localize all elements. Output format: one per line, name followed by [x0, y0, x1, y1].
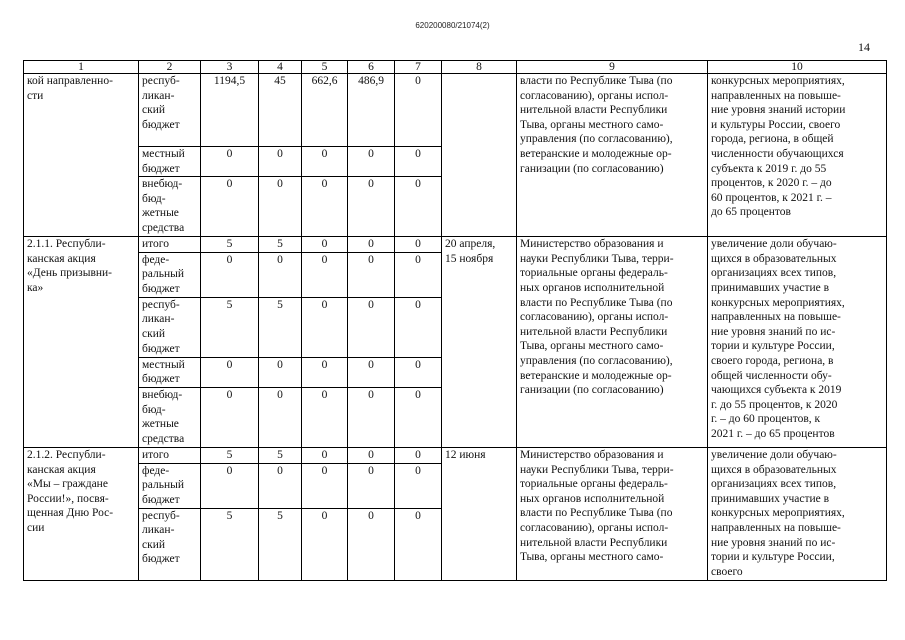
header-cell: 6 [348, 61, 395, 74]
funding-source-cell: феде- ральный бюджет [139, 463, 201, 508]
header-cell: 2 [139, 61, 201, 74]
header-cell: 8 [442, 61, 517, 74]
amount-total-cell: 0 [201, 357, 259, 387]
amount-2019-cell: 0 [259, 357, 302, 387]
amount-2020-cell: 0 [302, 447, 348, 463]
amount-2021-cell: 486,9 [348, 74, 395, 147]
amount-total-cell: 0 [201, 463, 259, 508]
amount-2021-cell: 0 [348, 508, 395, 580]
funding-source-cell: итого [139, 237, 201, 253]
amount-2022-cell: 0 [395, 447, 442, 463]
funding-source-cell: феде- ральный бюджет [139, 252, 201, 297]
amount-2019-cell: 5 [259, 447, 302, 463]
amount-2020-cell: 0 [302, 252, 348, 297]
amount-2020-cell: 0 [302, 237, 348, 253]
amount-2020-cell: 0 [302, 508, 348, 580]
header-cell: 3 [201, 61, 259, 74]
deadline-cell: 20 апреля, 15 ноября [442, 237, 517, 448]
amount-total-cell: 5 [201, 447, 259, 463]
amount-2021-cell: 0 [348, 357, 395, 387]
amount-2019-cell: 0 [259, 252, 302, 297]
header-cell: 4 [259, 61, 302, 74]
amount-total-cell: 0 [201, 252, 259, 297]
page-number: 14 [858, 40, 870, 54]
amount-total-cell: 0 [201, 387, 259, 447]
amount-2021-cell: 0 [348, 447, 395, 463]
amount-2019-cell: 0 [259, 147, 302, 177]
amount-total-cell: 0 [201, 147, 259, 177]
event-name-cell: 2.1.2. Республи- канская акция «Мы – граждане России!», посвя- щенная Дню Рос- сии [24, 447, 139, 580]
amount-2020-cell: 0 [302, 177, 348, 237]
header-cell: 9 [517, 61, 708, 74]
funding-source-cell: респуб- ликан- ский бюджет [139, 297, 201, 357]
amount-2022-cell: 0 [395, 177, 442, 237]
amount-total-cell: 5 [201, 237, 259, 253]
amount-total-cell: 5 [201, 297, 259, 357]
result-cell: конкурсных мероприятиях, направленных на повыше- ние уровня знаний истории и культуры России, своего города, региона, в общей численности обучающихся субъекта к 2019 г. до 55 процентов, к 2020 г. – до 60 процентов, к 2021 г. – до 65 процентов [708, 74, 887, 237]
amount-2021-cell: 0 [348, 177, 395, 237]
table-row [24, 447, 887, 463]
event-name-cell: кой направленно- сти [24, 74, 139, 237]
responsible-cell: Министерство образования и науки Республики Тыва, терри- ториальные органы федераль- ных органов исполнительной власти по Республике Тыва (по согласованию), органы испол- нительной власти Республики Тыва, органы местного само- управления (по согласованию), ветеранские и молодежные ор- ганизации (по согласованию) [517, 237, 708, 448]
program-table [23, 60, 887, 581]
amount-2022-cell: 0 [395, 463, 442, 508]
amount-2022-cell: 0 [395, 387, 442, 447]
amount-2019-cell: 5 [259, 508, 302, 580]
header-cell: 7 [395, 61, 442, 74]
amount-2020-cell: 0 [302, 297, 348, 357]
header-cell: 1 [24, 61, 139, 74]
amount-2022-cell: 0 [395, 237, 442, 253]
header-row [24, 61, 887, 74]
amount-2022-cell: 0 [395, 147, 442, 177]
amount-2019-cell: 0 [259, 177, 302, 237]
funding-source-cell: внебюд- бюд- жетные средства [139, 177, 201, 237]
funding-source-cell: местный бюджет [139, 357, 201, 387]
header-cell: 5 [302, 61, 348, 74]
amount-2021-cell: 0 [348, 297, 395, 357]
amount-2019-cell: 5 [259, 237, 302, 253]
amount-2019-cell: 0 [259, 463, 302, 508]
result-cell: увеличение доли обучаю- щихся в образовательных организациях всех типов, принимавших участие в конкурсных мероприятиях, направленных на повыше- ние уровня знаний по ис- тории и культуре России, своего [708, 447, 887, 580]
amount-2022-cell: 0 [395, 297, 442, 357]
amount-2020-cell: 0 [302, 387, 348, 447]
amount-total-cell: 5 [201, 508, 259, 580]
document-code: 620200080/21074(2) [415, 21, 490, 30]
funding-source-cell: внебюд- бюд- жетные средства [139, 387, 201, 447]
result-cell: увеличение доли обучаю- щихся в образовательных организациях всех типов, принимавших участие в конкурсных мероприятиях, направленных на повыше- ние уровня знаний по ис- тории и культуре России, своего города, региона, в общей численности обу- чающихся субъекта к 2019 г. до 55 процентов, к 2020 г. – до 60 процентов, к 2021 г. – до 65 процентов [708, 237, 887, 448]
amount-2021-cell: 0 [348, 147, 395, 177]
amount-2019-cell: 0 [259, 387, 302, 447]
amount-2020-cell: 662,6 [302, 74, 348, 147]
amount-2022-cell: 0 [395, 357, 442, 387]
amount-2021-cell: 0 [348, 252, 395, 297]
amount-2021-cell: 0 [348, 387, 395, 447]
amount-2020-cell: 0 [302, 357, 348, 387]
deadline-cell: 12 июня [442, 447, 517, 580]
amount-2021-cell: 0 [348, 463, 395, 508]
deadline-cell [442, 74, 517, 237]
amount-2022-cell: 0 [395, 74, 442, 147]
amount-2020-cell: 0 [302, 147, 348, 177]
amount-2020-cell: 0 [302, 463, 348, 508]
responsible-cell: власти по Республике Тыва (по согласованию), органы испол- нительной власти Республики Тыва, органы местного само- управления (по согласованию), ветеранские и молодежные ор- ганизации (по согласованию) [517, 74, 708, 237]
amount-2019-cell: 5 [259, 297, 302, 357]
funding-source-cell: респуб- ликан- ский бюджет [139, 74, 201, 147]
header-cell: 10 [708, 61, 887, 74]
funding-source-cell: респуб- ликан- ский бюджет [139, 508, 201, 580]
amount-total-cell: 1194,5 [201, 74, 259, 147]
table-row [24, 74, 887, 147]
amount-2019-cell: 45 [259, 74, 302, 147]
event-name-cell: 2.1.1. Республи- канская акция «День призывни- ка» [24, 237, 139, 448]
funding-source-cell: итого [139, 447, 201, 463]
amount-2022-cell: 0 [395, 252, 442, 297]
amount-total-cell: 0 [201, 177, 259, 237]
funding-source-cell: местный бюджет [139, 147, 201, 177]
amount-2022-cell: 0 [395, 508, 442, 580]
table-row [24, 237, 887, 253]
amount-2021-cell: 0 [348, 237, 395, 253]
responsible-cell: Министерство образования и науки Республики Тыва, терри- ториальные органы федераль- ных органов исполнительной власти по Республике Тыва (по согласованию), органы испол- нительной власти Республики Тыва, органы местного само- [517, 447, 708, 580]
